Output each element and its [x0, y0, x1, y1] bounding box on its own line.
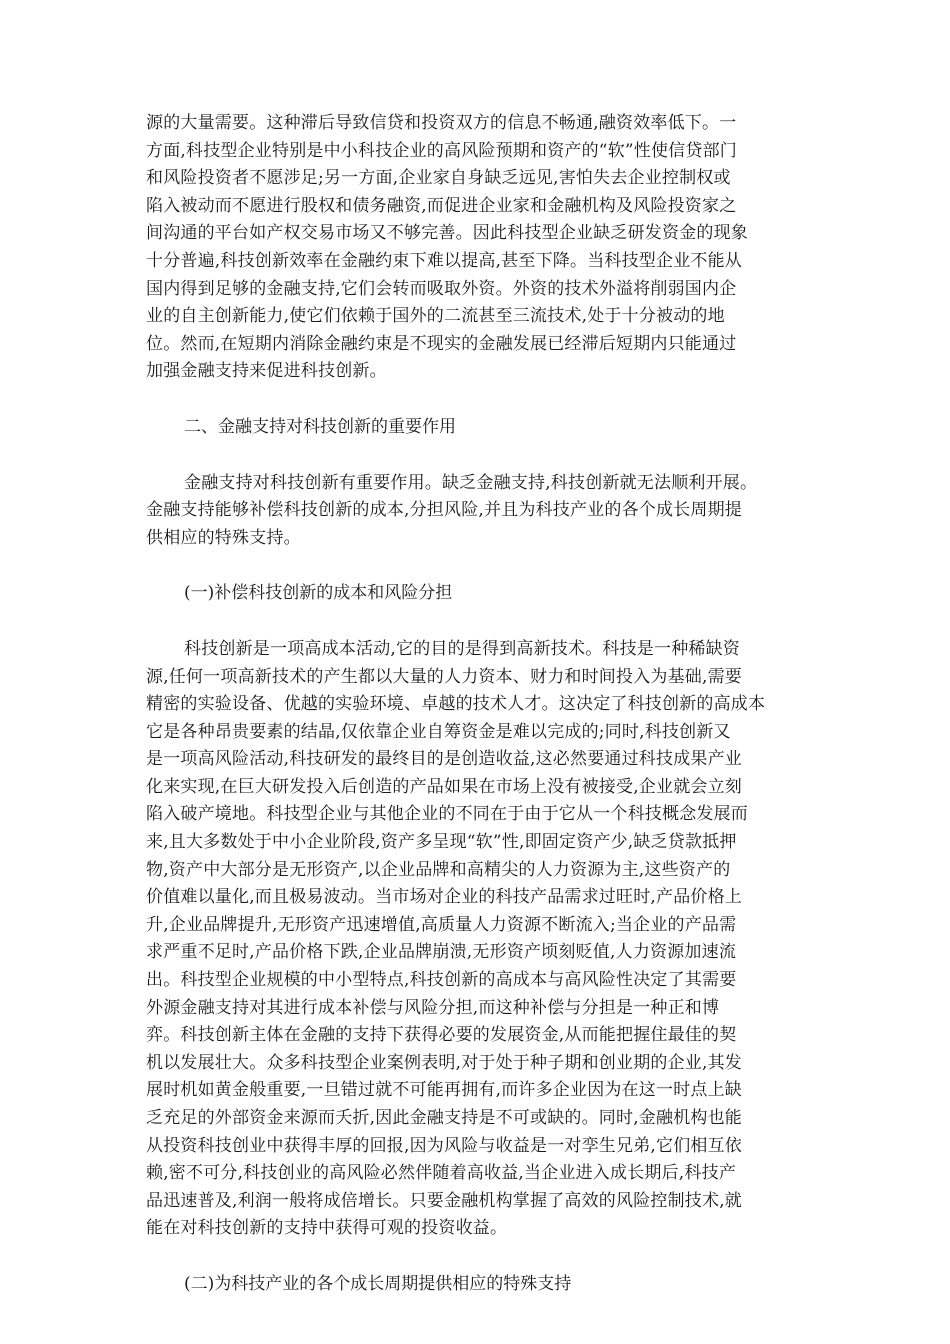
text-line: 升,企业品牌提升,无形资产迅速增值,高质量人力资源不断流入;当企业的产品需	[146, 914, 737, 935]
text-line: 位。然而,在短期内消除金融约束是不现实的金融发展已经滞后短期内只能通过	[146, 333, 737, 354]
text-line: 和风险投资者不愿涉足;另一方面,企业家自身缺乏远见,害怕失去企业控制权或	[146, 168, 731, 189]
text-line: 科技创新是一项高成本活动,它的目的是得到高新技术。科技是一种稀缺资	[184, 638, 741, 659]
document-page	[146, 110, 810, 1299]
text-line: 陷入被动而不愿进行股权和债务融资,而促进企业家和金融机构及风险投资家之	[146, 195, 737, 216]
spacer	[146, 1243, 810, 1271]
text-line: 化来实现,在巨大研发投入后创造的产品如果在市场上没有被接受,企业就会立刻	[146, 776, 743, 797]
spacer	[146, 552, 810, 580]
text-line: 金融支持能够补偿科技创新的成本,分担风险,并且为科技产业的各个成长周期提	[146, 500, 743, 521]
text-line: 从投资科技创业中获得丰厚的回报,因为风险与收益是一对孪生兄弟,它们相互依	[146, 1135, 743, 1156]
subsection-heading: (一)补偿科技创新的成本和风险分担	[184, 583, 453, 604]
paragraph-2	[146, 470, 810, 553]
text-line: 陷入破产境地。科技型企业与其他企业的不同在于由于它从一个科技概念发展而	[146, 804, 748, 825]
paragraph-1	[146, 110, 810, 386]
text-line: 求严重不足时,产品价格下跌,企业品牌崩溃,无形资产顷刻贬值,人力资源加速流	[146, 942, 737, 963]
text-line: 精密的实验设备、优越的实验环境、卓越的技术人才。这决定了科技创新的高成本	[146, 694, 766, 715]
text-line: 出。科技型企业规模的中小型特点,科技创新的高成本与高风险性决定了其需要	[146, 970, 737, 991]
text-line: 源,任何一项高新技术的产生都以大量的人力资本、财力和时间投入为基础,需要	[146, 666, 743, 687]
text-line: 方面,科技型企业特别是中小科技企业的高风险预期和资产的“软”性使信贷部门	[146, 140, 737, 161]
text-line: 源的大量需要。这种滞后导致信贷和投资双方的信息不畅通,融资效率低下。一	[146, 113, 737, 133]
text-line: 弈。科技创新主体在金融的支持下获得必要的发展资金,从而能把握住最佳的契	[146, 1025, 737, 1046]
text-line: 是一项高风险活动,科技研发的最终目的是创造收益,这必然要通过科技成果产业	[146, 749, 743, 770]
text-line: 价值难以量化,而且极易波动。当市场对企业的科技产品需求过旺时,产品价格上	[146, 887, 743, 908]
text-line: 赖,密不可分,科技创业的高风险必然伴随着高收益,当企业进入成长期后,科技产	[146, 1163, 737, 1184]
text-line: 供相应的特殊支持。	[146, 527, 301, 548]
text-line: 来,且大多数处于中小企业阶段,资产多呈现“软”性,即固定资产少,缺乏贷款抵押	[146, 832, 737, 853]
subsection-heading: (二)为科技产业的各个成长周期提供相应的特殊支持	[184, 1273, 572, 1294]
text-line: 它是各种昂贵要素的结晶,仅依靠企业自筹资金是难以完成的;同时,科技创新又	[146, 721, 731, 742]
text-line: 间沟通的平台如产权交易市场又不够完善。因此科技型企业缺乏研发资金的现象	[146, 223, 748, 244]
text-line: 机以发展壮大。众多科技型企业案例表明,对于处于种子期和创业期的企业,其发	[146, 1052, 743, 1073]
spacer	[146, 442, 810, 470]
text-line: 品迅速普及,利润一般将成倍增长。只要金融机构掌握了高效的风险控制技术,就	[146, 1190, 743, 1211]
section-heading: 二、金融支持对科技创新的重要作用	[184, 416, 456, 437]
text-line: 业的自主创新能力,使它们依赖于国外的二流甚至三流技术,处于十分被动的地	[146, 306, 725, 327]
spacer	[146, 386, 810, 414]
spacer	[146, 608, 810, 636]
text-line: 外源金融支持对其进行成本补偿与风险分担,而这种补偿与分担是一种正和博	[146, 997, 720, 1018]
text-line: 加强金融支持来促进科技创新。	[146, 361, 387, 382]
text-line: 十分普遍,科技创新效率在金融约束下难以提高,甚至下降。当科技型企业不能从	[146, 250, 743, 271]
paragraph-3	[146, 636, 810, 1243]
text-line: 物,资产中大部分是无形资产,以企业品牌和高精尖的人力资源为主,这些资产的	[146, 859, 731, 880]
text-line: 能在对科技创新的支持中获得可观的投资收益。	[146, 1218, 508, 1239]
text-line: 乏充足的外部资金来源而夭折,因此金融支持是不可或缺的。同时,金融机构也能	[146, 1108, 743, 1128]
text-line: 金融支持对科技创新有重要作用。缺乏金融支持,科技创新就无法顺利开展。	[184, 472, 758, 493]
text-line: 展时机如黄金般重要,一旦错过就不可能再拥有,而许多企业因为在这一时点上缺	[146, 1080, 743, 1101]
text-line: 国内得到足够的金融支持,它们会转而吸取外资。外资的技术外溢将削弱国内企	[146, 278, 737, 299]
